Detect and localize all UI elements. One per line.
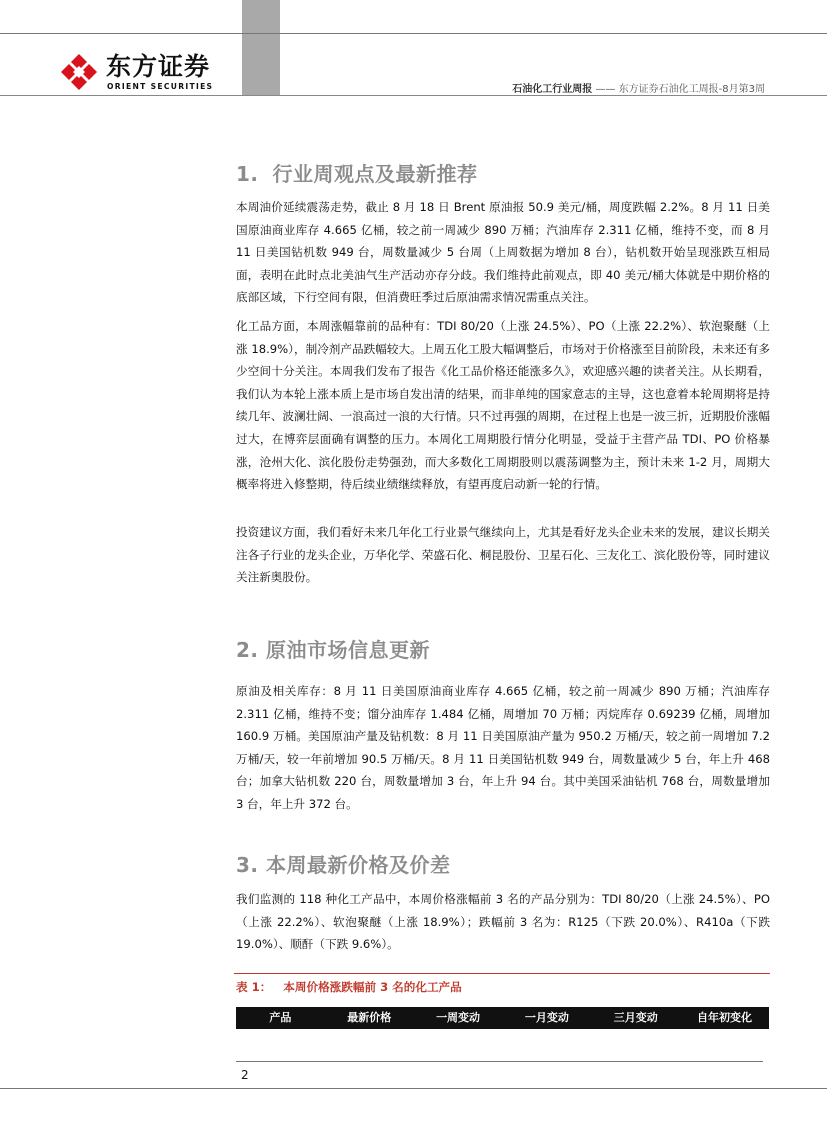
header-divider: [0, 95, 827, 96]
header-report-title: 东方证券石油化工周报-8月第3周: [618, 84, 765, 95]
logo-chinese-name: 东方证券: [106, 52, 211, 81]
page-number: 2: [241, 1068, 249, 1082]
section-2-heading: [236, 634, 430, 663]
header-separator: ——: [595, 84, 616, 95]
table-header-cell: 一月变动: [524, 1011, 569, 1024]
table-title: 本周价格涨跌幅前 3 名的化工产品: [283, 980, 462, 994]
section-number: 1.: [236, 162, 259, 186]
table-label: 表 1：: [236, 980, 272, 994]
section-1-heading: [236, 158, 478, 187]
paragraph: 化工品方面，本周涨幅靠前的品种有：TDI 80/20（上涨 24.5%）、PO（上涨 22.2%）、软泡聚醚（上涨 18.9%），制冷剂产品跌幅较大。上周五化工股大幅调整后，市场对于价格涨至目前阶段，未来还有多少空间十分关注。本周我们发布了报告《化工品价格还能涨多久》，欢迎感兴趣的读者关注。从长期看，我们认为本轮上涨本质上是市场自发出清的结果，而非单纯的国家意志的主导，这也意着本轮周期将是持续几年、波澜壮阔、一浪高过一浪的大行情。只不过再强的周期，在过程上也是一波三折，近期股价涨幅过大，在博弈层面确有调整的压力。本周化工周期股行情分化明显，受益于主营产品 TDI、PO 价格暴涨，沧州大化、滨化股份走势强劲，而大多数化工周期股则以震荡调整为主，预计未来 1-2 月，周期大概率将进入修整期，待后续业绩继续释放，有望再度启动新一轮的行情。: [236, 319, 770, 492]
running-header: [512, 80, 765, 95]
paragraph: 投资建议方面，我们看好未来几年化工行业景气继续向上，尤其是看好龙头企业未来的发展，建议长期关注各子行业的龙头企业，万华化学、荣盛石化、桐昆股份、卫星石化、三友化工、滨化股份等，同时建议关注新奥股份。: [236, 525, 770, 585]
table-caption: [236, 979, 462, 995]
paragraph: 本周油价延续震荡走势，截止 8 月 18 日 Brent 原油报 50.9 美元/桶，周度跌幅 2.2%。8 月 11 日美国原油商业库存 4.665 亿桶，较之前一周减少 890 万桶；汽油库存 2.311 亿桶，维持不变，而 8 月 11 日美国钻机数 949 台，周数量减少 5 台周（上周数据为增加 8 台），钻机数开始呈现涨跌互相局面，表明在此时点北美油气生产活动亦存分歧。我们维持此前观点，即 40 美元/桶大体就是中期价格的底部区域，下行空间有限，但消费旺季过后原油需求情况需重点关注。: [236, 200, 770, 305]
section-title: 本周最新价格及价差: [265, 853, 451, 877]
section-title: 行业周观点及最新推荐: [272, 162, 478, 186]
section-3-heading: [236, 849, 450, 878]
table-header-cell: 最新价格: [347, 1011, 392, 1024]
company-logo: [56, 52, 226, 94]
header-tab-decoration: [242, 0, 280, 95]
section-number: 2.: [236, 638, 259, 662]
table-header-cell: 产品: [269, 1011, 292, 1024]
section-number: 3.: [236, 853, 259, 877]
footer-divider: [236, 1061, 763, 1062]
logo-english-name: ORIENT SECURITIES: [107, 82, 214, 91]
top-divider: [0, 33, 827, 34]
header-section: 石油化工行业周报: [512, 84, 593, 95]
table-header-cell: 一周变动: [436, 1011, 481, 1024]
table-header-cell: 自年初变化: [697, 1011, 753, 1024]
table-header-cell: 三月变动: [613, 1011, 658, 1024]
table-header-row: [236, 1007, 769, 1029]
bottom-divider: [0, 1088, 827, 1089]
section-title: 原油市场信息更新: [265, 638, 430, 662]
paragraph: 原油及相关库存：8 月 11 日美国原油商业库存 4.665 亿桶，较之前一周减少 890 万桶；汽油库存 2.311 亿桶，维持不变；馏分油库存 1.484 亿桶，周增加 70 万桶；丙烷库存 0.69239 亿桶，周增加 160.9 万桶。美国原油产量及钻机数：8 月 11 日美国原油产量为 950.2 万桶/天，较之前一周增加 7.2 万桶/天，较一年前增加 90.5 万桶/天。8 月 11 日美国钻机数 949 台，周数量减少 5 台，年上升 468 台；加拿大钻机数 220 台，周数量增加 3 台，年上升 94 台。其中美国采油钻机 768 台，周数量增加 3 台，年上升 372 台。: [236, 684, 770, 811]
paragraph: 我们监测的 118 种化工产品中，本周价格涨幅前 3 名的产品分别为：TDI 80/20（上涨 24.5%）、PO（上涨 22.2%）、软泡聚醚（上涨 18.9%）；跌幅前 3 名为：R125（下跌 20.0%）、R410a（下跌 19.0%）、顺酐（下跌 9.6%）。: [236, 892, 770, 952]
table-title-divider: [234, 973, 770, 974]
orient-logo-icon: [56, 52, 102, 94]
